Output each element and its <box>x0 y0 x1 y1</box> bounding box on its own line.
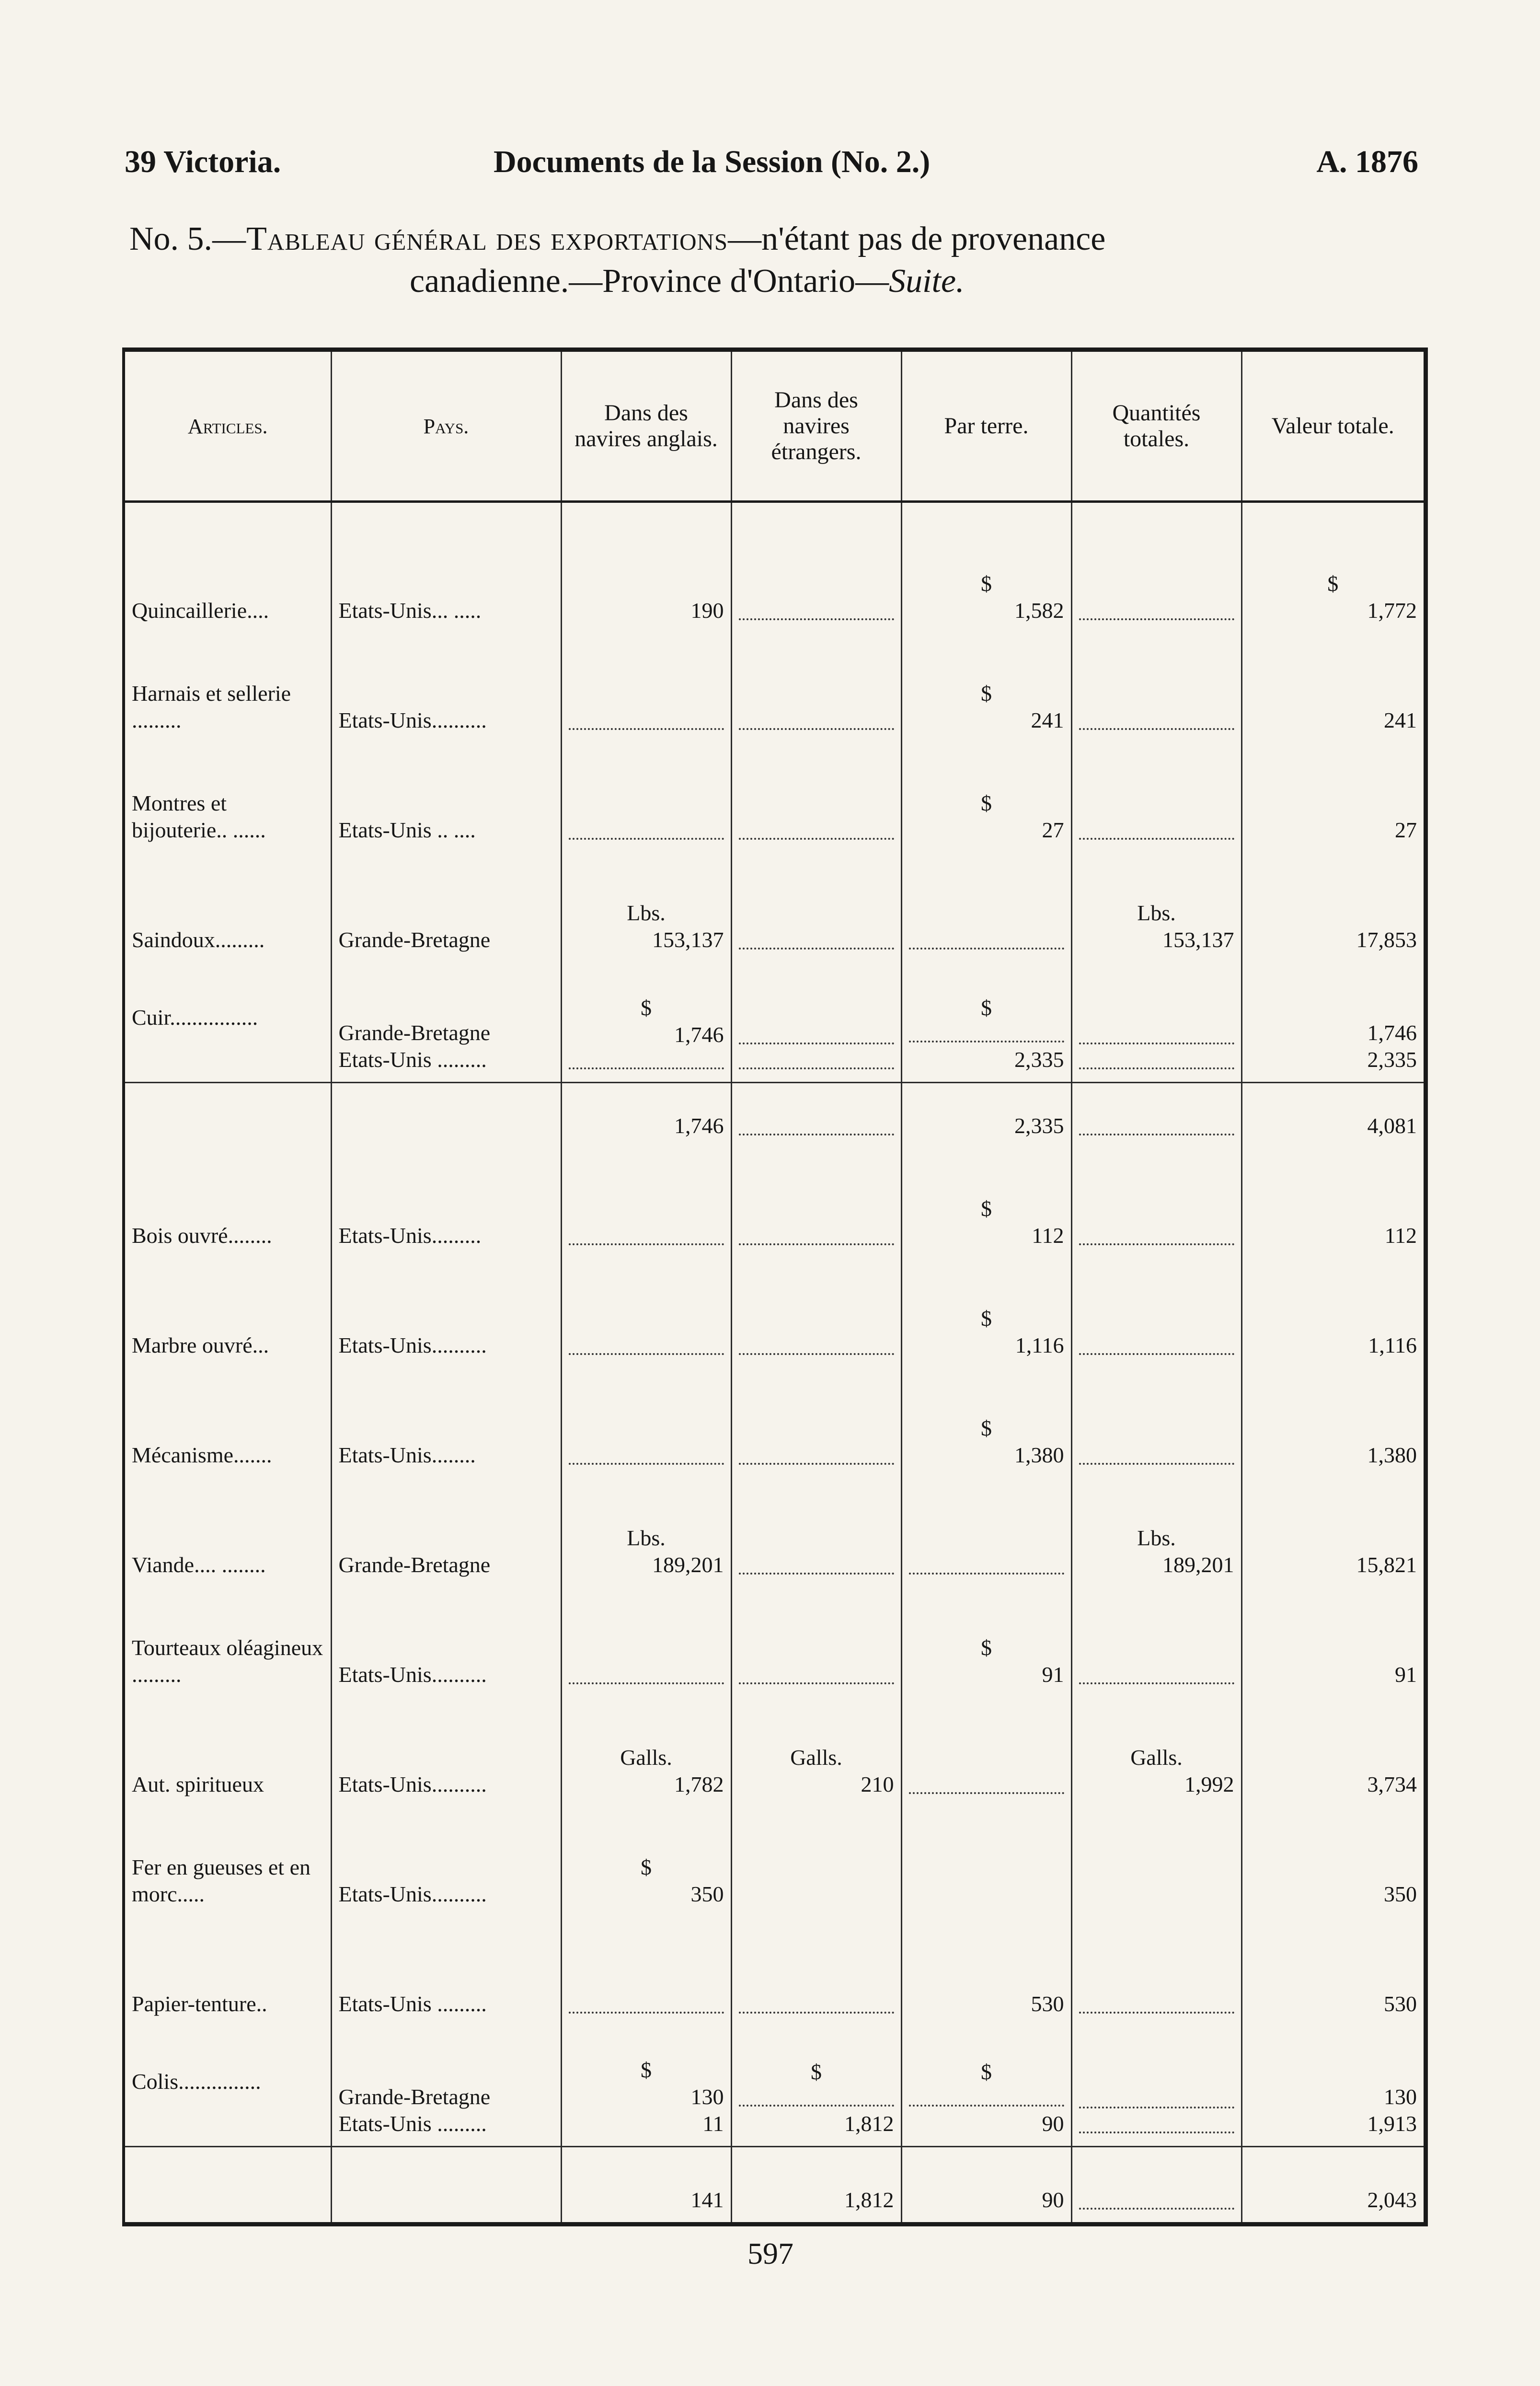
row-pays: Etats-Unis.......... <box>331 1807 561 1916</box>
row-terre <box>901 1477 1071 1587</box>
row-quantites <box>1071 1587 1241 1697</box>
row-article: Saindoux......... <box>125 852 331 962</box>
row-valeur: 1,380 <box>1367 1442 1417 1467</box>
row-terre <box>901 852 1071 962</box>
row-terre <box>901 1697 1071 1807</box>
exports-table-frame <box>122 347 1428 2226</box>
table-row <box>125 962 1424 1083</box>
row-quantites <box>1071 633 1241 742</box>
header-articles: Articles. <box>125 352 331 502</box>
table-row <box>125 852 1424 962</box>
subtotal-valeur: 2,043 <box>1241 2147 1424 2222</box>
caption-title-rest: —n'étant pas de provenance <box>728 220 1106 257</box>
subtotal-empty <box>331 2147 561 2222</box>
table-row <box>125 1258 1424 1367</box>
header-valeur-totale: Valeur totale. <box>1241 352 1424 502</box>
running-head-year: A. 1876 <box>1316 144 1418 179</box>
subtotal-quantites <box>1071 1083 1241 1148</box>
subtotal-empty <box>125 1083 331 1148</box>
row-pays: Etats-Unis......... <box>331 1148 561 1258</box>
row-valeur: 350 <box>1384 1881 1417 1906</box>
row-article: Aut. spiritueux <box>125 1697 331 1807</box>
row-valeur: 15,821 <box>1356 1552 1417 1577</box>
row-terre: 530 <box>901 1916 1071 2026</box>
caption-line2: canadienne.—Province d'Ontario— <box>410 263 889 300</box>
row-terre: $ 27 <box>901 742 1071 852</box>
row-quantites <box>1071 502 1241 633</box>
row-etrangers <box>731 852 901 962</box>
row-pays: Grande-Bretagne Etats-Unis ......... <box>331 962 561 1083</box>
subtotal-valeur: 4,081 <box>1241 1083 1424 1148</box>
caption-number: No. 5. <box>129 220 213 257</box>
subtotal-row <box>125 2147 1424 2222</box>
row-anglais: $ 130 11 <box>561 2026 731 2147</box>
exports-table <box>125 352 1424 2222</box>
subtotal-terre: 2,335 <box>901 1083 1071 1148</box>
row-etrangers <box>731 1367 901 1477</box>
row-terre: $ 2,335 <box>901 962 1071 1083</box>
row-article: Harnais et sellerie ......... <box>125 633 331 742</box>
header-row <box>125 352 1424 502</box>
row-quantites: Lbs. 189,201 <box>1071 1477 1241 1587</box>
table-row <box>125 1916 1424 2026</box>
table-row <box>125 1367 1424 1477</box>
row-pays: Etats-Unis.......... <box>331 1697 561 1807</box>
row-anglais: 190 <box>561 502 731 633</box>
row-etrangers <box>731 1587 901 1697</box>
row-anglais <box>561 1258 731 1367</box>
row-etrangers <box>731 1477 901 1587</box>
row-pays: Etats-Unis ......... <box>331 1916 561 2026</box>
row-terre <box>901 1807 1071 1916</box>
row-etrangers: $ 1,812 <box>731 2026 901 2147</box>
row-quantites <box>1071 1367 1241 1477</box>
table-row <box>125 1148 1424 1258</box>
row-article: Cuir................ <box>125 962 331 1083</box>
row-etrangers <box>731 1148 901 1258</box>
row-etrangers <box>731 1807 901 1916</box>
caption-title: —Tableau général des exportations <box>212 220 728 257</box>
row-pays: Grande-Bretagne <box>331 852 561 962</box>
row-anglais <box>561 1916 731 2026</box>
header-navires-etrangers: Dans des navires étrangers. <box>731 352 901 502</box>
row-pays: Etats-Unis... ..... <box>331 502 561 633</box>
row-quantites <box>1071 1807 1241 1916</box>
table-caption <box>129 218 1433 302</box>
row-pays: Etats-Unis.......... <box>331 1258 561 1367</box>
row-etrangers <box>731 1258 901 1367</box>
row-article: Montres et bijouterie.. ...... <box>125 742 331 852</box>
row-valeur: 130 1,913 <box>1367 2085 1417 2136</box>
row-pays: Grande-Bretagne <box>331 1477 561 1587</box>
row-anglais <box>561 1587 731 1697</box>
table-row <box>125 1807 1424 1916</box>
subtotal-empty <box>125 2147 331 2222</box>
row-etrangers: Galls. 210 <box>731 1697 901 1807</box>
row-anglais <box>561 1367 731 1477</box>
row-valeur: 91 <box>1395 1662 1417 1687</box>
table-row <box>125 1587 1424 1697</box>
row-valeur: $ 1,772 <box>1327 571 1417 623</box>
row-anglais: $ 350 <box>561 1807 731 1916</box>
row-etrangers <box>731 962 901 1083</box>
subtotal-terre: 90 <box>901 2147 1071 2222</box>
row-article: Tourteaux oléagineux ......... <box>125 1587 331 1697</box>
caption-suite: Suite. <box>889 263 965 300</box>
row-quantites: Lbs. 153,137 <box>1071 852 1241 962</box>
row-etrangers <box>731 1916 901 2026</box>
row-terre: $ 1,582 <box>901 502 1071 633</box>
row-article: Quincaillerie.... <box>125 502 331 633</box>
running-head-title: Documents de la Session (No. 2.) <box>494 144 931 179</box>
page-number: 597 <box>747 2236 793 2270</box>
subtotal-anglais: 1,746 <box>561 1083 731 1148</box>
row-valeur: 241 <box>1384 707 1417 732</box>
table-row <box>125 502 1424 633</box>
table-row <box>125 633 1424 742</box>
table-row <box>125 742 1424 852</box>
row-valeur: 112 <box>1384 1223 1417 1248</box>
subtotal-row <box>125 1083 1424 1148</box>
row-article: Mécanisme....... <box>125 1367 331 1477</box>
row-pays: Etats-Unis .. .... <box>331 742 561 852</box>
row-pays: Etats-Unis........ <box>331 1367 561 1477</box>
row-quantites: Galls. 1,992 <box>1071 1697 1241 1807</box>
row-anglais: $ 1,746 <box>561 962 731 1083</box>
row-article: Fer en gueuses et en morc..... <box>125 1807 331 1916</box>
row-valeur: 27 <box>1395 817 1417 842</box>
row-valeur: 530 <box>1384 1991 1417 2016</box>
row-valeur: 1,116 <box>1368 1332 1417 1357</box>
row-terre: $ 112 <box>901 1148 1071 1258</box>
table-row <box>125 1477 1424 1587</box>
row-valeur: 17,853 <box>1356 927 1417 952</box>
subtotal-quantites <box>1071 2147 1241 2222</box>
subtotal-anglais: 141 <box>561 2147 731 2222</box>
row-etrangers <box>731 502 901 633</box>
row-anglais: Lbs. 153,137 <box>561 852 731 962</box>
running-head <box>125 144 1418 197</box>
row-quantites <box>1071 1148 1241 1258</box>
row-etrangers <box>731 633 901 742</box>
subtotal-etrangers <box>731 1083 901 1148</box>
row-anglais: Lbs. 189,201 <box>561 1477 731 1587</box>
row-etrangers <box>731 742 901 852</box>
running-head-volume: 39 Victoria. <box>125 144 281 179</box>
row-quantites <box>1071 1916 1241 2026</box>
row-quantites <box>1071 962 1241 1083</box>
subtotal-empty <box>331 1083 561 1148</box>
row-article: Viande.... ........ <box>125 1477 331 1587</box>
table-row <box>125 2026 1424 2147</box>
header-navires-anglais: Dans des navires anglais. <box>561 352 731 502</box>
table-row <box>125 1697 1424 1807</box>
header-par-terre: Par terre. <box>901 352 1071 502</box>
row-anglais <box>561 1148 731 1258</box>
header-pays: Pays. <box>331 352 561 502</box>
row-pays: Grande-Bretagne Etats-Unis ......... <box>331 2026 561 2147</box>
row-terre: $ 90 <box>901 2026 1071 2147</box>
row-article: Colis............... <box>125 2026 331 2147</box>
row-terre: $ 91 <box>901 1587 1071 1697</box>
header-quantites-totales: Quantités totales. <box>1071 352 1241 502</box>
subtotal-etrangers: 1,812 <box>731 2147 901 2222</box>
row-quantites <box>1071 2026 1241 2147</box>
row-valeur: 1,746 2,335 <box>1367 1020 1417 1072</box>
row-quantites <box>1071 1258 1241 1367</box>
row-terre: $ 1,380 <box>901 1367 1071 1477</box>
row-article: Bois ouvré........ <box>125 1148 331 1258</box>
row-anglais: Galls. 1,782 <box>561 1697 731 1807</box>
row-article: Marbre ouvré... <box>125 1258 331 1367</box>
row-pays: Etats-Unis.......... <box>331 633 561 742</box>
row-pays: Etats-Unis.......... <box>331 1587 561 1697</box>
row-terre: $ 1,116 <box>901 1258 1071 1367</box>
row-quantites <box>1071 742 1241 852</box>
row-terre: $ 241 <box>901 633 1071 742</box>
row-valeur: 3,734 <box>1367 1772 1417 1796</box>
row-article: Papier-tenture.. <box>125 1916 331 2026</box>
row-anglais <box>561 742 731 852</box>
row-anglais <box>561 633 731 742</box>
